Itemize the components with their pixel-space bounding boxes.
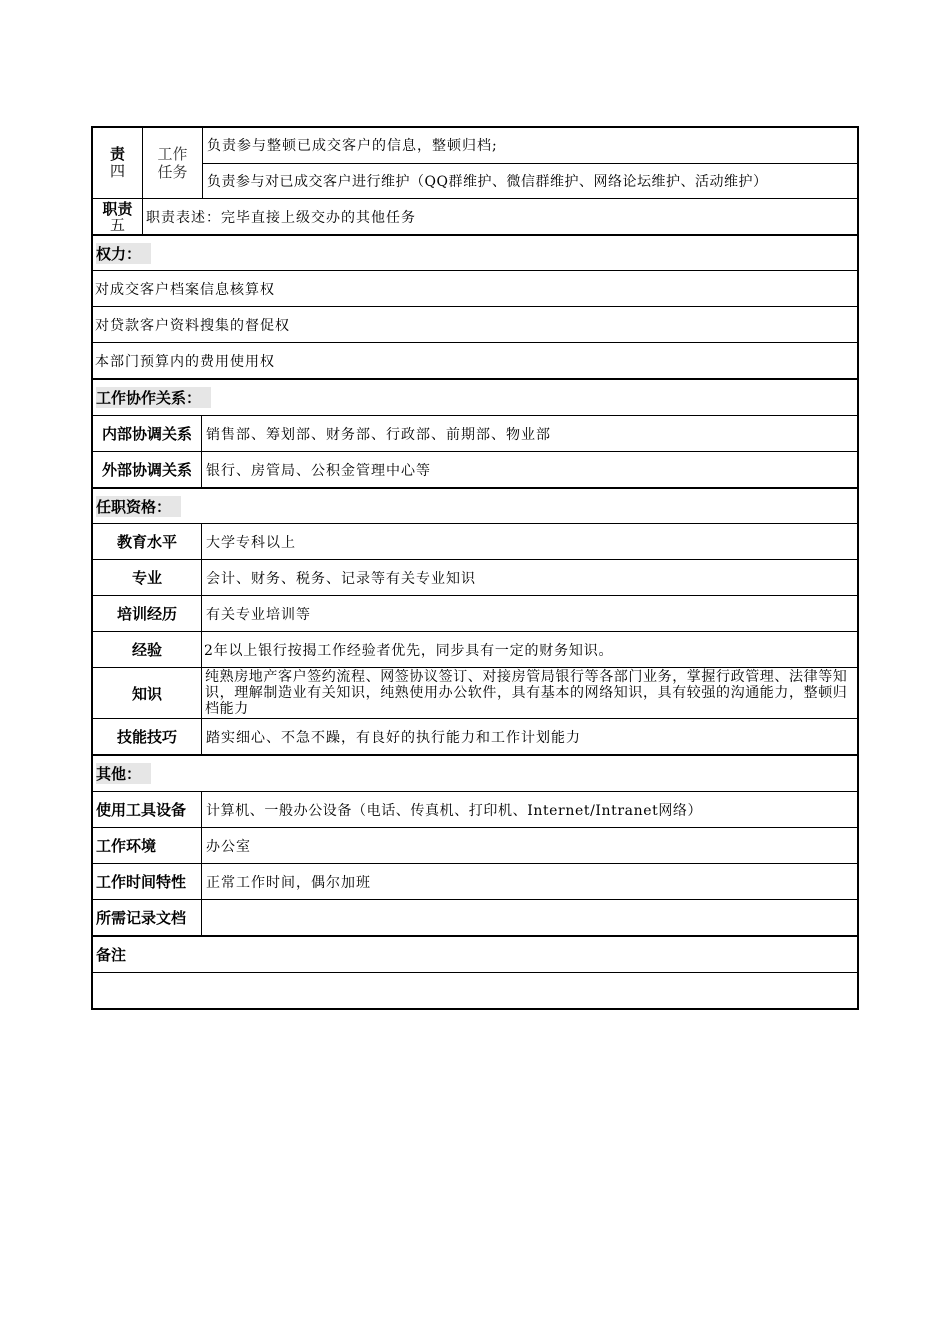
other-row [91, 792, 859, 828]
duty4-block [91, 126, 859, 199]
work-hours-label: 工作时间特性 [93, 864, 202, 899]
other-title [93, 756, 151, 791]
remarks-title: 备注 [96, 946, 127, 964]
authority-item-1: 对成交客户档案信息核算权 [95, 281, 275, 298]
qualifications-title [93, 489, 181, 523]
other-row [91, 828, 859, 864]
duty4-sub-label-line2: 任务 [157, 163, 188, 181]
skills-value: 踏实细心、不急不躁，有良好的执行能力和工作计划能力 [206, 729, 581, 746]
remarks-value [93, 973, 857, 1008]
authority-item [91, 343, 859, 380]
qualification-row [91, 719, 859, 756]
qualification-row [91, 524, 859, 560]
qualification-row [91, 560, 859, 596]
duty5-label-line2: 五 [109, 215, 125, 234]
collaboration-title [93, 380, 211, 415]
environment-label: 工作环境 [93, 828, 202, 863]
authority-title-text: 权力： [96, 243, 151, 264]
authority-item-2: 对贷款客户资料搜集的督促权 [95, 317, 290, 334]
major-label: 专业 [93, 560, 202, 595]
authority-item-3: 本部门预算内的费用使用权 [95, 353, 275, 370]
records-label: 所需记录文档 [93, 900, 202, 935]
qualifications-title-text: 任职资格： [96, 496, 181, 517]
remarks-row [91, 973, 859, 1010]
duty4-sub-label-line1: 工作 [157, 145, 188, 163]
experience-label: 经验 [93, 632, 202, 667]
qualifications-header [91, 489, 859, 524]
records-value [202, 900, 857, 935]
duty4-tasks [203, 128, 857, 198]
duty4-task-2: 负责参与对已成交客户进行维护（QQ群维护、微信群维护、网络论坛维护、活动维护） [207, 173, 768, 190]
internal-coordination-label: 内部协调关系 [93, 416, 202, 451]
collaboration-row [91, 452, 859, 489]
experience-value: 2年以上银行按揭工作经验者优先，同步具有一定的财务知识。 [204, 642, 614, 659]
other-row [91, 864, 859, 900]
authority-item [91, 271, 859, 307]
major-value: 会计、财务、税务、记录等有关专业知识 [206, 570, 476, 587]
work-hours-value: 正常工作时间，偶尔加班 [206, 874, 371, 891]
duty5-label [93, 199, 143, 234]
other-row [91, 900, 859, 937]
duty4-label-line2: 四 [109, 162, 125, 180]
remarks-header [91, 937, 859, 973]
collaboration-title-text: 工作协作关系： [96, 387, 211, 408]
external-coordination-label: 外部协调关系 [93, 452, 202, 487]
duty4-label [93, 128, 143, 198]
qualification-row [91, 668, 859, 719]
tools-value: 计算机、一般办公设备（电话、传真机、打印机、Internet/Intranet网络） [206, 802, 703, 819]
internal-coordination-value: 销售部、筹划部、财务部、行政部、前期部、物业部 [206, 426, 551, 443]
collaboration-row [91, 416, 859, 452]
external-coordination-value: 银行、房管局、公积金管理中心等 [206, 462, 431, 479]
duty5-description: 职责表述：完毕直接上级交办的其他任务 [146, 209, 416, 226]
skills-label: 技能技巧 [93, 719, 202, 754]
tools-label: 使用工具设备 [93, 792, 202, 827]
qualification-row [91, 596, 859, 632]
duty4-label-line1: 责 [109, 145, 125, 163]
job-description-table [91, 126, 859, 1010]
training-value: 有关专业培训等 [206, 606, 311, 623]
duty4-sub-label [143, 128, 203, 198]
authority-title [93, 236, 151, 270]
duty5-block [91, 199, 859, 236]
training-label: 培训经历 [93, 596, 202, 631]
authority-header [91, 236, 859, 271]
other-header [91, 756, 859, 792]
environment-value: 办公室 [206, 838, 251, 855]
education-label: 教育水平 [93, 524, 202, 559]
qualification-row [91, 632, 859, 668]
duty4-task-1: 负责参与整顿已成交客户的信息，整顿归档; [203, 128, 857, 164]
authority-item [91, 307, 859, 343]
knowledge-value: 纯熟房地产客户签约流程、网签协议签订、对接房管局银行等各部门业务，掌握行政管理、法律等知识，理解制造业有关知识，纯熟使用办公软件，具有基本的网络知识，具有较强的沟通能力，整顿归档能力 [205, 669, 848, 717]
knowledge-label: 知识 [93, 668, 202, 718]
collaboration-header [91, 380, 859, 416]
education-value: 大学专科以上 [206, 534, 296, 551]
other-title-text: 其他： [96, 763, 151, 784]
duty5-label-line1: 职责 [102, 199, 133, 218]
